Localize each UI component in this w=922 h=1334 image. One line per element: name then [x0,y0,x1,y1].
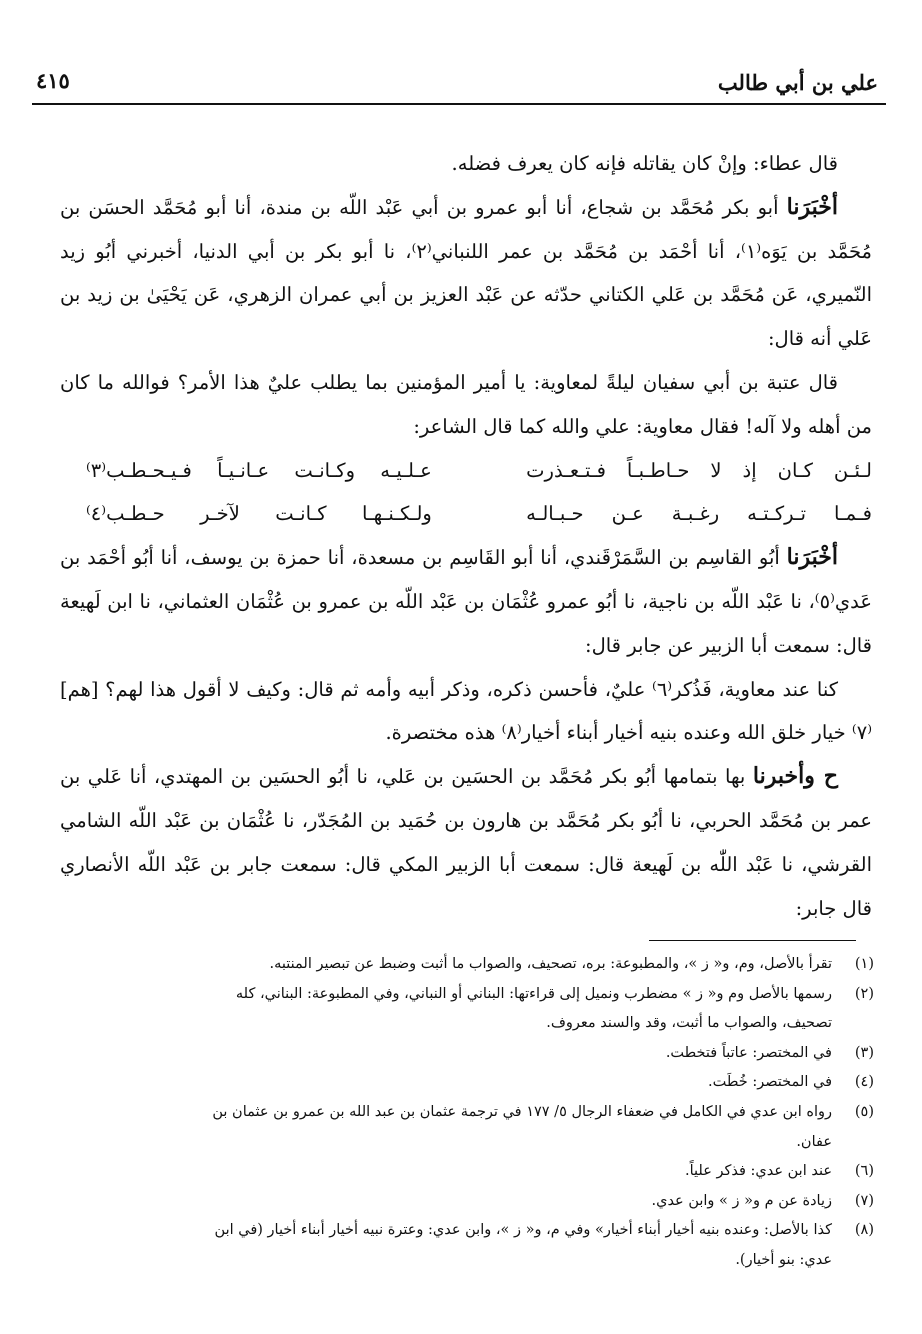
footnote-line: في المختصر: خُطَت. [708,1074,832,1091]
paragraph-3: قال عتبة بن أبي سفيان ليلةً لمعاوية: يا أمير المؤمنين بما يطلب عليٌ هذا الأمر؟ فوالله ما كان من أهله ولا آله! فقال معاوية: علي والله كما قال الشاعر: [60,370,872,438]
paragraph-2-text: أبو بكر مُحَمَّد بن شجاع، أنا أبو عمرو بن أبي عَبْد اللّه بن مندة، أنا أبو مُحَمَّد الحسَن بن مُحَمَّد بن يَوَه⁽١⁾، أنا أحْمَد بن مُحَمَّد بن عمر اللنباني⁽٢⁾، نا أبو بكر بن أبي الدنيا، أخبرني أبُو زيد النّميري، عَن مُحَمَّد بن عَلي الكتاني حدّثه عن عَبْد العزيز بن أبي عمران الزهري، عَن يَحْيَىٰ بن زيد بن عَلي أنه قال: [60,195,873,351]
paragraph-2 [60,186,872,361]
footnote-number: (٥) [854,1103,874,1120]
footnote-line: عدي: بنو أخيار). [735,1251,832,1268]
footnote-text [52,1068,832,1098]
footnote-text [52,1157,832,1187]
footnote-line: عند ابن عدي: فذكر علياً. [685,1163,832,1180]
footnote [52,1187,874,1217]
footnote-separator [649,940,856,941]
footnote-number: (٣) [854,1044,874,1061]
footnote [52,1216,874,1275]
footnote-number: (٨) [854,1222,874,1239]
footnote-number: (٤) [854,1074,874,1091]
footnote-number: (٦) [854,1163,874,1180]
paragraph-6-text: بها بتمامها أبُو بكر مُحَمَّد بن الحسَين بن عَلي، نا أبُو الحسَين بن المهتدي، أنا عَلي بن عمر بن مُحَمَّد الحربي، نا أبُو بكر مُحَمَّد بن هارون بن حُمَيد بن المُجَدّر، نا عُثْمَان بن عَبْد اللّه الشامي القرشي، نا عَبْد اللّٰه بن لَهيعة قال: سمعت أبا الزبير المكي قال: سمعت جابر بن عَبْد اللّه الأنصاري قال جابر: [60,765,872,920]
paragraph-1: قال عطاء: وإنْ كان يقاتله فإنه كان يعرف فضله. [451,152,838,175]
footnote-text [52,980,832,1039]
footnote-text [52,1098,832,1157]
verse-2-first-hemistich: فـمـا تـركـتـه رغـبـة عـن حـبـالـه [526,502,872,526]
footnote [52,1098,874,1157]
verse-line-1 [60,449,872,493]
narration-lead: ح وأخبرنا [752,763,838,790]
footnote [52,950,874,980]
running-title: علي بن أبي طالب [717,70,878,95]
main-text [60,142,872,930]
header-rule [32,103,886,105]
footnote [52,980,874,1039]
footnote [52,1157,874,1187]
footnote [52,1068,874,1098]
footnote-text [52,1216,832,1275]
page-number: ٤١٥ [36,68,70,93]
footnote-line: رسمها بالأصل وم و« ز » مضطرب ونميل إلى قراءتها: البناني أو النباني، وفي المطبوعة: البناني، كله [235,985,832,1002]
footnote-number: (٧) [854,1192,874,1209]
footnote-line: رواه ابن عدي في الكامل في ضعفاء الرجال ٥/ ١٧٧ في ترجمة عثمان بن عبد الله بن عمرو بن عثمان بن [212,1103,832,1120]
footnotes [52,950,874,1276]
paragraph-4 [60,536,872,667]
paragraph-5: كنا عند معاوية، فَذُكر⁽٦⁾ عليٌ، فأحسن ذكره، وذكر أبيه وأمه ثم قال: وكيف لا أقول هذا لهم؟ [هم]⁽٧⁾ خيار خلق الله وعنده بنيه أخيار أبناء أخيار⁽٨⁾ هذه مختصرة. [60,677,872,745]
footnote-line: تقرأ بالأصل، وم، و« ز »، والمطبوعة: بره، تصحيف، والصواب ما أثبت وضبط عن تبصير المنتبه. [269,956,832,972]
narration-lead: أخْبَرَنا [786,193,838,220]
footnote-text [52,1187,832,1217]
footnote-number: (١) [854,956,874,972]
verse-line-2 [60,492,872,536]
narration-lead: أخْبَرَنا [786,544,838,571]
footnote-line: كذا بالأصل: وعنده بنيه أخيار أبناء أخيار» وفي م، و« ز »، وابن عدي: وعترة نبيه أخيار أبناء أخيار (في ابن [214,1222,832,1239]
paragraph-4-text: أبُو القاسِم بن السَّمَرْقَندي، أنا أبو القَاسِم بن مسعدة، أنا حمزة بن يوسف، أنا أبُو أحْمَد بن عَدي⁽٥⁾، نا عَبْد اللّه بن ناجية، نا أبُو عمرو عُثْمَان بن عَبْد اللّه بن عمرو بن عُثْمَان العثماني، نا ابن لَهيعة قال: سمعت أبا الزبير عن جابر قال: [60,546,872,657]
verse-2-second-hemistich: ولـكـنـهـا كـانـت لآخـر حـطـب⁽٤⁾ [86,502,432,526]
footnote-line: تصحيف، والصواب ما أثبت، وقد والسند معروف. [546,1015,832,1032]
footnote-number: (٢) [854,985,874,1002]
verse-1-second-hemistich: عـلـيـه وكـانـت عـانـيـاً فـيـحـطـب⁽٣⁾ [86,458,432,482]
footnote-text [52,1039,832,1069]
footnote [52,1039,874,1069]
paragraph-6 [60,755,872,930]
footnote-line: في المختصر: عاتباً فتخطت. [665,1044,832,1061]
footnote-text [52,950,832,980]
verse-1-first-hemistich: لـئـن كـان إذ لا حـاطـبـاً فـتـعـذرت [526,458,872,482]
footnote-line: زيادة عن م و« ز » وابن عدي. [651,1192,832,1209]
footnote-line: عفان. [796,1133,832,1150]
